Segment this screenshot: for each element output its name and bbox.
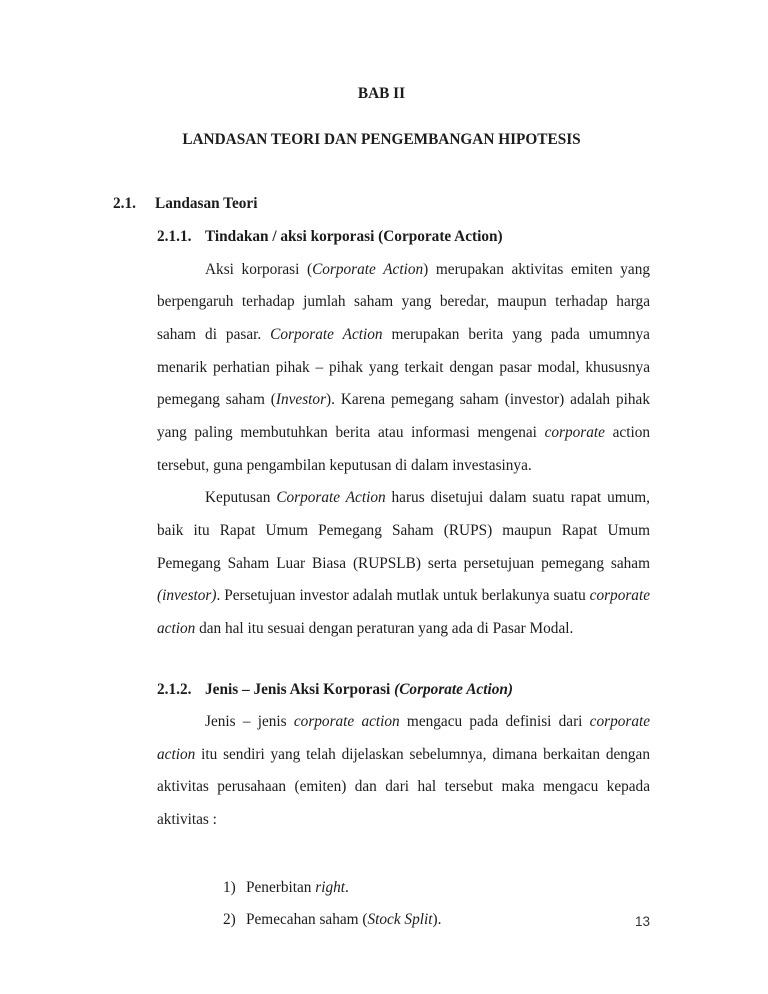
- subsection-2-1-2-number: 2.1.2.: [157, 680, 192, 698]
- section-2-1-heading: [113, 188, 650, 221]
- list-item-1-text: Penerbitan right.: [246, 878, 349, 896]
- subsection-2-1-1-heading: [157, 221, 650, 254]
- list-item-penerbitan-right: [223, 872, 650, 905]
- list-item-stock-split: [223, 904, 650, 937]
- paragraph-corporate-action-definition: Aksi korporasi (Corporate Action) merupakan aktivitas emiten yang berpengaruh terhadap jumlah saham yang beredar, maupun terhadap harga saham di pasar. Corporate Action merupakan berita yang pada umumnya menarik perhatian pihak – pihak yang terkait dengan pasar modal, khususnya pemegang saham (Investor). Karena pemegang saham (investor) adalah pihak yang paling membutuhkan berita atau informasi mengenai corporate action tersebut, guna pengambilan keputusan di dalam investasinya.: [157, 260, 650, 474]
- subsection-2-1-2-heading: [157, 674, 650, 707]
- section-2-1-title: Landasan Teori: [155, 195, 258, 213]
- subsection-2-1-2-title: Jenis – Jenis Aksi Korporasi (Corporate Action): [205, 680, 513, 698]
- subsection-2-1-1-number: 2.1.1.: [157, 227, 192, 245]
- chapter-subtitle: LANDASAN TEORI DAN PENGEMBANGAN HIPOTESIS: [182, 130, 581, 148]
- list-item-2-text: Pemecahan saham (Stock Split).: [246, 911, 442, 929]
- corporate-action-list: [223, 872, 650, 937]
- paragraph-corporate-action-approval: Keputusan Corporate Action harus disetujui dalam suatu rapat umum, baik itu Rapat Umum Pemegang Saham (RUPS) maupun Rapat Umum Pemegang Saham Luar Biasa (RUPSLB) serta persetujuan pemegang saham (investor). Persetujuan investor adalah mutlak untuk berlakunya suatu corporate action dan hal itu sesuai dengan peraturan yang ada di Pasar Modal.: [157, 489, 650, 637]
- section-2-1-body: [157, 221, 650, 937]
- paragraph-jenis-intro: Jenis – jenis corporate action mengacu pada definisi dari corporate action itu sendiri yang telah dijelaskan sebelumnya, dimana berkaitan dengan aktivitas perusahaan (emiten) dan dari hal tersebut maka mengacu kepada aktivitas :: [157, 713, 651, 829]
- page-number: 13: [634, 914, 650, 929]
- subsection-2-1-1-title: Tindakan / aksi korporasi (Corporate Action): [205, 227, 503, 245]
- list-item-2-number: 2): [223, 911, 236, 929]
- list-item-1-number: 1): [223, 878, 236, 896]
- chapter-title: BAB II: [357, 85, 406, 102]
- section-2-1-number: 2.1.: [113, 195, 136, 213]
